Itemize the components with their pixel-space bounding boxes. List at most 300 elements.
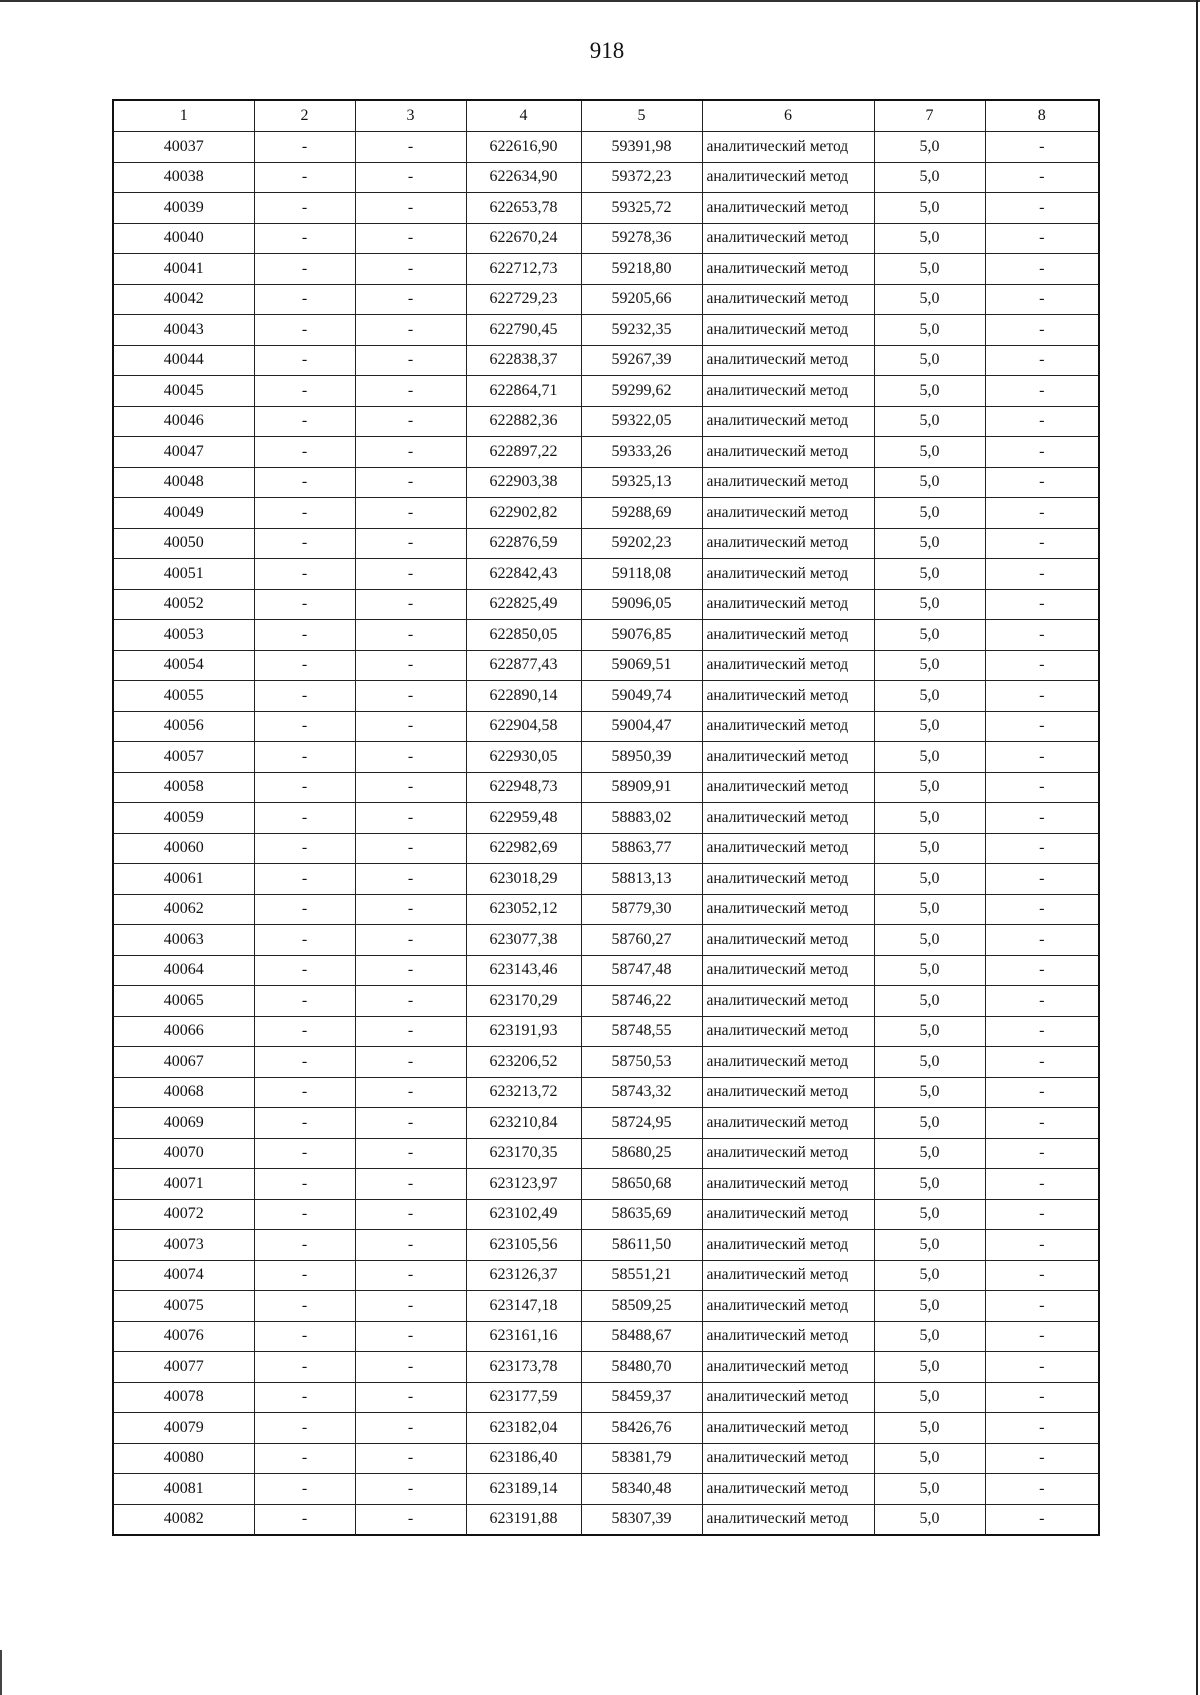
table-row	[113, 162, 1099, 193]
cell-col2: -	[254, 284, 355, 315]
cell-col2: -	[254, 528, 355, 559]
method: аналитический метод	[702, 376, 874, 407]
table-row	[113, 284, 1099, 315]
accuracy: 5,0	[874, 986, 985, 1017]
method: аналитический метод	[702, 1260, 874, 1291]
method: аналитический метод	[702, 132, 874, 163]
cell-col3: -	[355, 1199, 466, 1230]
table-row	[113, 650, 1099, 681]
cell-col3: -	[355, 650, 466, 681]
cell-col3: -	[355, 132, 466, 163]
coord-y: 59069,51	[581, 650, 702, 681]
method: аналитический метод	[702, 894, 874, 925]
cell-col8: -	[985, 1260, 1099, 1291]
method: аналитический метод	[702, 833, 874, 864]
header-row	[113, 100, 1099, 132]
cell-col3: -	[355, 1016, 466, 1047]
table-row	[113, 742, 1099, 773]
coord-y: 58724,95	[581, 1108, 702, 1139]
table-row	[113, 1382, 1099, 1413]
coord-x: 623170,29	[466, 986, 581, 1017]
cell-col8: -	[985, 650, 1099, 681]
cell-col2: -	[254, 1138, 355, 1169]
cell-col2: -	[254, 1291, 355, 1322]
accuracy: 5,0	[874, 315, 985, 346]
point-number: 40055	[113, 681, 254, 712]
table-row	[113, 406, 1099, 437]
coord-y: 58459,37	[581, 1382, 702, 1413]
cell-col8: -	[985, 925, 1099, 956]
coord-x: 623206,52	[466, 1047, 581, 1078]
method: аналитический метод	[702, 284, 874, 315]
cell-col2: -	[254, 467, 355, 498]
cell-col3: -	[355, 1138, 466, 1169]
cell-col3: -	[355, 1352, 466, 1383]
coord-x: 623018,29	[466, 864, 581, 895]
table-row	[113, 833, 1099, 864]
cell-col3: -	[355, 1413, 466, 1444]
coord-y: 58760,27	[581, 925, 702, 956]
coord-y: 59218,80	[581, 254, 702, 285]
method: аналитический метод	[702, 589, 874, 620]
table-row	[113, 1047, 1099, 1078]
coord-y: 58340,48	[581, 1474, 702, 1505]
coord-x: 622982,69	[466, 833, 581, 864]
method: аналитический метод	[702, 803, 874, 834]
coord-x: 622904,58	[466, 711, 581, 742]
coord-x: 623173,78	[466, 1352, 581, 1383]
method: аналитический метод	[702, 955, 874, 986]
cell-col2: -	[254, 772, 355, 803]
cell-col8: -	[985, 1474, 1099, 1505]
cell-col2: -	[254, 132, 355, 163]
cell-col8: -	[985, 559, 1099, 590]
coord-x: 623170,35	[466, 1138, 581, 1169]
method: аналитический метод	[702, 772, 874, 803]
coord-x: 623210,84	[466, 1108, 581, 1139]
cell-col3: -	[355, 406, 466, 437]
accuracy: 5,0	[874, 742, 985, 773]
cell-col2: -	[254, 315, 355, 346]
accuracy: 5,0	[874, 1108, 985, 1139]
cell-col8: -	[985, 803, 1099, 834]
cell-col2: -	[254, 1321, 355, 1352]
accuracy: 5,0	[874, 528, 985, 559]
coord-y: 59205,66	[581, 284, 702, 315]
point-number: 40082	[113, 1504, 254, 1535]
coord-x: 622616,90	[466, 132, 581, 163]
column-header: 6	[702, 100, 874, 132]
coord-x: 623052,12	[466, 894, 581, 925]
cell-col2: -	[254, 1260, 355, 1291]
coord-y: 59278,36	[581, 223, 702, 254]
point-number: 40067	[113, 1047, 254, 1078]
point-number: 40052	[113, 589, 254, 620]
accuracy: 5,0	[874, 620, 985, 651]
accuracy: 5,0	[874, 1291, 985, 1322]
cell-col2: -	[254, 925, 355, 956]
accuracy: 5,0	[874, 1077, 985, 1108]
cell-col2: -	[254, 620, 355, 651]
point-number: 40047	[113, 437, 254, 468]
coord-y: 58747,48	[581, 955, 702, 986]
cell-col8: -	[985, 711, 1099, 742]
table-row	[113, 620, 1099, 651]
coord-x: 622842,43	[466, 559, 581, 590]
method: аналитический метод	[702, 1321, 874, 1352]
coord-y: 58779,30	[581, 894, 702, 925]
coord-y: 58381,79	[581, 1443, 702, 1474]
table-row	[113, 315, 1099, 346]
scan-edge-top	[0, 0, 1200, 2]
cell-col8: -	[985, 223, 1099, 254]
table-row	[113, 1291, 1099, 1322]
coord-x: 623147,18	[466, 1291, 581, 1322]
cell-col3: -	[355, 1077, 466, 1108]
method: аналитический метод	[702, 162, 874, 193]
coord-x: 622729,23	[466, 284, 581, 315]
coord-x: 623177,59	[466, 1382, 581, 1413]
accuracy: 5,0	[874, 162, 985, 193]
point-number: 40059	[113, 803, 254, 834]
coord-x: 622897,22	[466, 437, 581, 468]
coord-x: 623126,37	[466, 1260, 581, 1291]
cell-col2: -	[254, 193, 355, 224]
cell-col3: -	[355, 1291, 466, 1322]
point-number: 40038	[113, 162, 254, 193]
accuracy: 5,0	[874, 803, 985, 834]
point-number: 40077	[113, 1352, 254, 1383]
table-row	[113, 681, 1099, 712]
point-number: 40042	[113, 284, 254, 315]
cell-col8: -	[985, 986, 1099, 1017]
column-header: 8	[985, 100, 1099, 132]
table-row	[113, 376, 1099, 407]
table-row	[113, 132, 1099, 163]
cell-col3: -	[355, 1321, 466, 1352]
coord-y: 58883,02	[581, 803, 702, 834]
cell-col8: -	[985, 467, 1099, 498]
table-row	[113, 498, 1099, 529]
accuracy: 5,0	[874, 925, 985, 956]
column-header: 4	[466, 100, 581, 132]
method: аналитический метод	[702, 1108, 874, 1139]
point-number: 40053	[113, 620, 254, 651]
scan-edge-right	[1196, 0, 1198, 1695]
coord-x: 622877,43	[466, 650, 581, 681]
cell-col8: -	[985, 955, 1099, 986]
coord-y: 58746,22	[581, 986, 702, 1017]
cell-col2: -	[254, 1352, 355, 1383]
accuracy: 5,0	[874, 437, 985, 468]
cell-col8: -	[985, 437, 1099, 468]
coord-x: 623102,49	[466, 1199, 581, 1230]
table-row	[113, 528, 1099, 559]
point-number: 40065	[113, 986, 254, 1017]
accuracy: 5,0	[874, 1047, 985, 1078]
accuracy: 5,0	[874, 254, 985, 285]
cell-col2: -	[254, 1169, 355, 1200]
cell-col3: -	[355, 1108, 466, 1139]
cell-col3: -	[355, 254, 466, 285]
cell-col3: -	[355, 742, 466, 773]
method: аналитический метод	[702, 193, 874, 224]
table-body	[113, 132, 1099, 1536]
table-row	[113, 589, 1099, 620]
coord-x: 622850,05	[466, 620, 581, 651]
coord-x: 622903,38	[466, 467, 581, 498]
coord-y: 59202,23	[581, 528, 702, 559]
column-header: 7	[874, 100, 985, 132]
coord-x: 622930,05	[466, 742, 581, 773]
cell-col8: -	[985, 162, 1099, 193]
cell-col3: -	[355, 345, 466, 376]
cell-col3: -	[355, 223, 466, 254]
cell-col3: -	[355, 1474, 466, 1505]
coord-y: 59096,05	[581, 589, 702, 620]
point-number: 40079	[113, 1413, 254, 1444]
accuracy: 5,0	[874, 833, 985, 864]
coord-x: 623105,56	[466, 1230, 581, 1261]
point-number: 40039	[113, 193, 254, 224]
table-row	[113, 1108, 1099, 1139]
coord-y: 58480,70	[581, 1352, 702, 1383]
table-row	[113, 1169, 1099, 1200]
cell-col8: -	[985, 833, 1099, 864]
coord-y: 59391,98	[581, 132, 702, 163]
coord-x: 622712,73	[466, 254, 581, 285]
accuracy: 5,0	[874, 1413, 985, 1444]
coord-x: 622890,14	[466, 681, 581, 712]
accuracy: 5,0	[874, 345, 985, 376]
coord-y: 58743,32	[581, 1077, 702, 1108]
coord-y: 58611,50	[581, 1230, 702, 1261]
cell-col8: -	[985, 1138, 1099, 1169]
coord-y: 58509,25	[581, 1291, 702, 1322]
coord-x: 622948,73	[466, 772, 581, 803]
method: аналитический метод	[702, 1230, 874, 1261]
accuracy: 5,0	[874, 406, 985, 437]
table-row	[113, 955, 1099, 986]
coord-x: 623191,93	[466, 1016, 581, 1047]
cell-col3: -	[355, 589, 466, 620]
coord-y: 59372,23	[581, 162, 702, 193]
cell-col2: -	[254, 894, 355, 925]
cell-col2: -	[254, 711, 355, 742]
cell-col2: -	[254, 650, 355, 681]
coord-x: 622670,24	[466, 223, 581, 254]
method: аналитический метод	[702, 925, 874, 956]
cell-col2: -	[254, 1474, 355, 1505]
cell-col2: -	[254, 864, 355, 895]
method: аналитический метод	[702, 1291, 874, 1322]
column-header: 2	[254, 100, 355, 132]
cell-col8: -	[985, 1352, 1099, 1383]
cell-col2: -	[254, 1108, 355, 1139]
table-row	[113, 1230, 1099, 1261]
point-number: 40051	[113, 559, 254, 590]
cell-col8: -	[985, 1321, 1099, 1352]
table-row	[113, 1138, 1099, 1169]
point-number: 40049	[113, 498, 254, 529]
coord-x: 623186,40	[466, 1443, 581, 1474]
table-row	[113, 986, 1099, 1017]
accuracy: 5,0	[874, 1138, 985, 1169]
cell-col8: -	[985, 681, 1099, 712]
accuracy: 5,0	[874, 498, 985, 529]
coord-y: 59325,72	[581, 193, 702, 224]
cell-col2: -	[254, 986, 355, 1017]
cell-col3: -	[355, 772, 466, 803]
method: аналитический метод	[702, 1138, 874, 1169]
cell-col3: -	[355, 681, 466, 712]
method: аналитический метод	[702, 254, 874, 285]
scan-edge-left	[0, 1650, 2, 1695]
accuracy: 5,0	[874, 376, 985, 407]
cell-col2: -	[254, 1413, 355, 1444]
cell-col3: -	[355, 986, 466, 1017]
cell-col2: -	[254, 742, 355, 773]
cell-col8: -	[985, 894, 1099, 925]
table-row	[113, 1077, 1099, 1108]
cell-col2: -	[254, 437, 355, 468]
point-number: 40073	[113, 1230, 254, 1261]
accuracy: 5,0	[874, 1443, 985, 1474]
table-row	[113, 925, 1099, 956]
point-number: 40072	[113, 1199, 254, 1230]
cell-col2: -	[254, 1077, 355, 1108]
cell-col2: -	[254, 955, 355, 986]
coord-y: 59267,39	[581, 345, 702, 376]
column-header: 5	[581, 100, 702, 132]
coord-x: 622902,82	[466, 498, 581, 529]
table-row	[113, 1199, 1099, 1230]
method: аналитический метод	[702, 345, 874, 376]
table-row	[113, 254, 1099, 285]
cell-col3: -	[355, 467, 466, 498]
coord-y: 59299,62	[581, 376, 702, 407]
cell-col8: -	[985, 1047, 1099, 1078]
cell-col2: -	[254, 254, 355, 285]
table-row	[113, 1443, 1099, 1474]
coord-y: 58650,68	[581, 1169, 702, 1200]
method: аналитический метод	[702, 864, 874, 895]
cell-col2: -	[254, 1443, 355, 1474]
column-header: 1	[113, 100, 254, 132]
cell-col3: -	[355, 376, 466, 407]
cell-col8: -	[985, 528, 1099, 559]
coord-x: 623182,04	[466, 1413, 581, 1444]
point-number: 40080	[113, 1443, 254, 1474]
point-number: 40075	[113, 1291, 254, 1322]
cell-col8: -	[985, 589, 1099, 620]
accuracy: 5,0	[874, 1352, 985, 1383]
coord-y: 58813,13	[581, 864, 702, 895]
coord-x: 623161,16	[466, 1321, 581, 1352]
cell-col8: -	[985, 1504, 1099, 1535]
accuracy: 5,0	[874, 650, 985, 681]
accuracy: 5,0	[874, 1474, 985, 1505]
method: аналитический метод	[702, 1413, 874, 1444]
table-row	[113, 223, 1099, 254]
cell-col3: -	[355, 1504, 466, 1535]
point-number: 40058	[113, 772, 254, 803]
coord-y: 58680,25	[581, 1138, 702, 1169]
coordinates-table	[112, 99, 1100, 1536]
table-row	[113, 193, 1099, 224]
method: аналитический метод	[702, 1382, 874, 1413]
coord-x: 622876,59	[466, 528, 581, 559]
coord-x: 623123,97	[466, 1169, 581, 1200]
accuracy: 5,0	[874, 711, 985, 742]
coord-y: 59325,13	[581, 467, 702, 498]
cell-col3: -	[355, 437, 466, 468]
cell-col8: -	[985, 620, 1099, 651]
point-number: 40060	[113, 833, 254, 864]
table-row	[113, 894, 1099, 925]
cell-col8: -	[985, 284, 1099, 315]
accuracy: 5,0	[874, 1169, 985, 1200]
coord-x: 623077,38	[466, 925, 581, 956]
cell-col8: -	[985, 1291, 1099, 1322]
cell-col3: -	[355, 1443, 466, 1474]
method: аналитический метод	[702, 223, 874, 254]
coord-y: 58635,69	[581, 1199, 702, 1230]
cell-col3: -	[355, 711, 466, 742]
method: аналитический метод	[702, 437, 874, 468]
point-number: 40081	[113, 1474, 254, 1505]
cell-col8: -	[985, 864, 1099, 895]
point-number: 40048	[113, 467, 254, 498]
cell-col2: -	[254, 162, 355, 193]
table-row	[113, 1260, 1099, 1291]
table-row	[113, 711, 1099, 742]
cell-col2: -	[254, 559, 355, 590]
accuracy: 5,0	[874, 589, 985, 620]
cell-col2: -	[254, 1047, 355, 1078]
cell-col3: -	[355, 925, 466, 956]
point-number: 40046	[113, 406, 254, 437]
coord-x: 623213,72	[466, 1077, 581, 1108]
table-row	[113, 1474, 1099, 1505]
point-number: 40056	[113, 711, 254, 742]
coord-y: 59288,69	[581, 498, 702, 529]
cell-col3: -	[355, 193, 466, 224]
point-number: 40061	[113, 864, 254, 895]
cell-col8: -	[985, 132, 1099, 163]
point-number: 40074	[113, 1260, 254, 1291]
accuracy: 5,0	[874, 1504, 985, 1535]
cell-col3: -	[355, 528, 466, 559]
cell-col2: -	[254, 1230, 355, 1261]
accuracy: 5,0	[874, 681, 985, 712]
point-number: 40045	[113, 376, 254, 407]
cell-col8: -	[985, 1169, 1099, 1200]
cell-col8: -	[985, 1382, 1099, 1413]
cell-col3: -	[355, 498, 466, 529]
column-header: 3	[355, 100, 466, 132]
method: аналитический метод	[702, 681, 874, 712]
cell-col8: -	[985, 376, 1099, 407]
accuracy: 5,0	[874, 955, 985, 986]
cell-col8: -	[985, 1413, 1099, 1444]
cell-col3: -	[355, 955, 466, 986]
method: аналитический метод	[702, 1474, 874, 1505]
cell-col8: -	[985, 254, 1099, 285]
cell-col2: -	[254, 1504, 355, 1535]
point-number: 40040	[113, 223, 254, 254]
cell-col3: -	[355, 1382, 466, 1413]
